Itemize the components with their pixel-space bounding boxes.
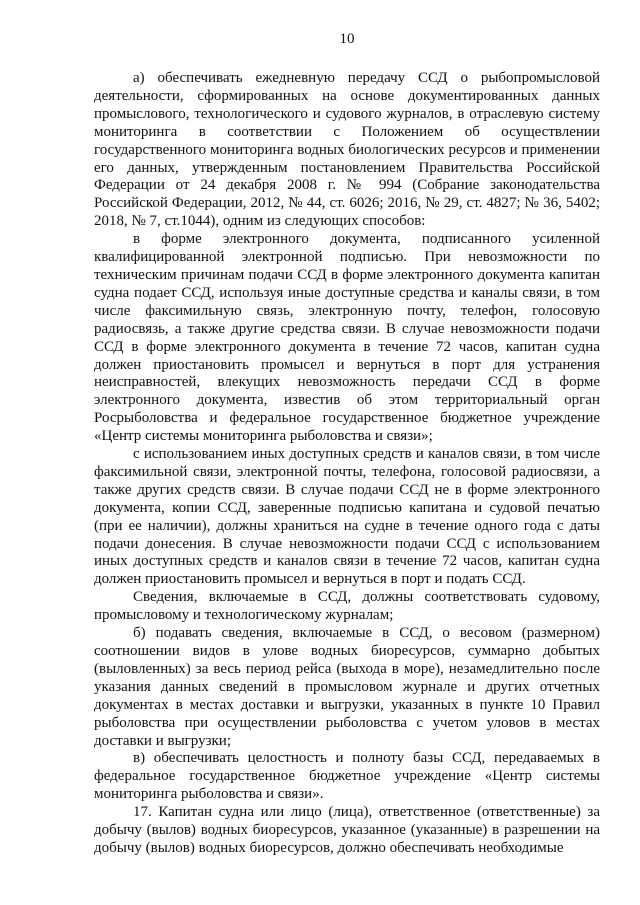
paragraph-electronic-document-method: в форме электронного документа, подписанного усиленной квалифицированной электронной подписью. При невозможности по техническим причинам подачи ССД в форме электронного документа капитан судна подает ССД, используя иные доступные средства и каналы связи, в том числе факсимильную связь, электронную почту, телефон, голосовую радиосвязь, а также другие средства связи. В случае невозможности подачи ССД в форме электронного документа в течение 72 часов, капитан судна должен приостановить промысел и вернуться в порт для устранения неисправностей, влекущих невозможность передачи ССД в форме электронного документа, известив об этом территориальный орган Росрыболовства и федеральное государственное бюджетное учреждение «Центр системы мониторинга рыболовства и связи»;	[94, 231, 600, 445]
paragraph-17-captain-responsibility: 17. Капитан судна или лицо (лица), ответственное (ответственные) за добычу (вылов) водных биоресурсов, указанное (указанные) в разрешении на добычу (вылов) водных биоресурсов, должно обеспечивать необходимые	[94, 804, 600, 856]
paragraph-ssd-consistency: Сведения, включаемые в ССД, должны соответствовать судовому, промысловому и технологическому журналам;	[94, 589, 600, 624]
paragraph-other-channels-method: с использованием иных доступных средств и каналов связи, в том числе факсимильной связи, электронной почты, телефона, голосовой радиосвязи, а также других средств связи. В случае подачи ССД не в форме электронного документа, копии ССД, заверенные подписью капитана и судовой печатью (при ее наличии), должны храниться на судне в течение одного года с даты подачи донесения. В случае невозможности подачи ССД с использованием иных доступных средств и каналов связи в течение 72 часов, капитан судна должен приостановить промысел и вернуться в порт и подать ССД.	[94, 446, 600, 588]
paragraph-v-database-integrity: в) обеспечивать целостность и полноту базы ССД, передаваемых в федеральное государственное бюджетное учреждение «Центр системы мониторинга рыболовства и связи».	[94, 750, 600, 803]
paragraph-b-weight-ratio: б) подавать сведения, включаемые в ССД, о весовом (размерном) соотношении видов в улове водных биоресурсов, суммарно добытых (выловленных) за весь период рейса (выхода в море), незамедлительно после указания данных сведений в промысловом журнале и других отчетных документах в местах доставки и выгрузки, указанных в пункте 10 Правил рыболовства при осуществлении рыболовства с учетом уловов в местах доставки и выгрузки;	[94, 625, 600, 749]
page-number: 10	[339, 31, 355, 47]
paragraph-a-daily-transmission: а) обеспечивать ежедневную передачу ССД о рыбопромысловой деятельности, сформированных на основе документированных данных промыслового, технологического и судового журналов, в отраслевую систему мониторинга в соответствии с Положением об осуществлении государственного мониторинга водных биологических ресурсов и применении его данных, утвержденным постановлением Правительства Российской Федерации от 24 декабря 2008 г. № 994 (Собрание законодательства Российской Федерации, 2012, № 44, ст. 6026; 2016, № 29, ст. 4827; № 36, 5402; 2018, № 7, ст.1044), одним из следующих способов:	[94, 70, 600, 230]
